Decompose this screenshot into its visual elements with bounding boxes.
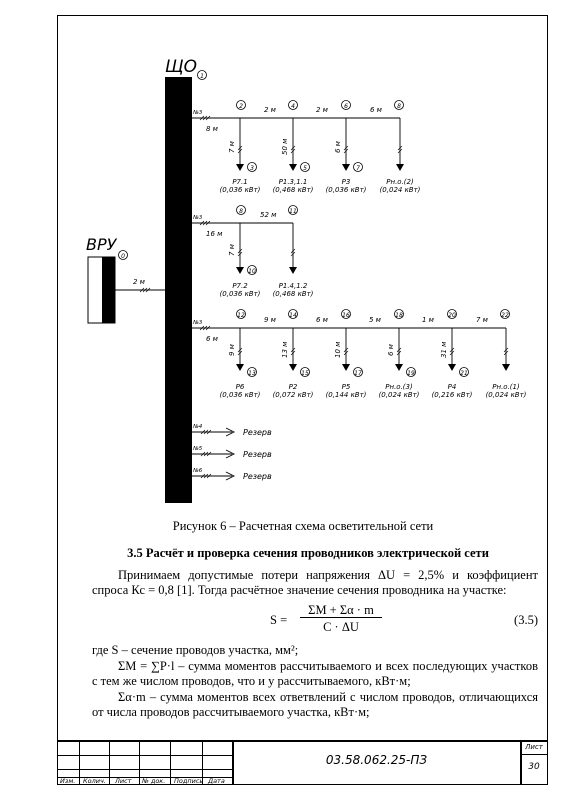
svg-text:17: 17	[354, 370, 362, 377]
feed-length: 2 м	[133, 278, 145, 286]
node-label: 1	[200, 73, 204, 80]
svg-text:6 м: 6 м	[370, 106, 382, 114]
document-code: 03.58.062.25-ПЗ	[325, 753, 428, 767]
paragraph-intro: Принимаем допустимые потери напряжения ΔU = 2,5% и коэффициент спроса Кс = 0,8 [1]. Тогда расчётное значение сечения проводника на участке:	[92, 568, 538, 597]
svg-text:16: 16	[342, 312, 350, 319]
svg-text:Р5: Р5	[341, 383, 351, 391]
svg-text:7 м: 7 м	[228, 141, 236, 153]
svg-text:(0,036 кВт): (0,036 кВт)	[219, 186, 261, 194]
svg-text:21: 21	[460, 370, 468, 377]
svg-text:№6: №6	[193, 468, 203, 474]
where-line-1: где S – сечение проводов участка, мм²;	[92, 643, 299, 657]
svg-text:10: 10	[248, 268, 256, 275]
svg-text:2 м: 2 м	[316, 106, 328, 114]
svg-text:8 м: 8 м	[206, 125, 218, 133]
svg-text:7 м: 7 м	[476, 316, 488, 324]
svg-text:9 м: 9 м	[264, 316, 276, 324]
svg-text:(0,036 кВт): (0,036 кВт)	[325, 186, 367, 194]
svg-text:№4: №4	[193, 424, 203, 430]
svg-text:3: 3	[250, 165, 254, 172]
svg-text:Р6: Р6	[235, 383, 245, 391]
svg-text:№5: №5	[193, 446, 203, 452]
stamp-col-izm: Изм.	[60, 777, 76, 785]
stamp-col-sign: Подпись	[174, 777, 204, 785]
svg-text:5 м: 5 м	[369, 316, 381, 324]
svg-text:15: 15	[301, 370, 309, 377]
svg-text:14: 14	[289, 312, 297, 319]
formula-denominator: C · ΔU	[323, 620, 359, 634]
svg-text:22: 22	[501, 312, 509, 319]
svg-text:№3: №3	[193, 110, 203, 116]
svg-text:31 м: 31 м	[440, 341, 448, 358]
formula-lhs: S =	[270, 613, 288, 627]
svg-text:6 м: 6 м	[206, 335, 218, 343]
svg-text:13 м: 13 м	[281, 341, 289, 358]
panel-label: ЩО	[165, 57, 197, 77]
svg-text:7 м: 7 м	[228, 244, 236, 256]
vru-bar	[102, 257, 115, 323]
formula-number: (3.5)	[514, 613, 538, 627]
svg-text:12: 12	[237, 312, 245, 319]
svg-text:№3: №3	[193, 320, 203, 326]
svg-text:(0,036 кВт): (0,036 кВт)	[219, 391, 261, 399]
svg-text:18: 18	[395, 312, 403, 319]
svg-text:19: 19	[407, 370, 415, 377]
svg-text:5: 5	[303, 165, 307, 172]
formula-numerator: ΣM + Σα · m	[300, 603, 382, 618]
svg-text:50 м: 50 м	[281, 138, 289, 155]
svg-text:10 м: 10 м	[334, 341, 342, 358]
svg-text:(0,024 кВт): (0,024 кВт)	[378, 391, 420, 399]
svg-text:(0,072 кВт): (0,072 кВт)	[272, 391, 314, 399]
group-1	[192, 101, 421, 195]
group-3	[192, 310, 527, 400]
svg-text:Рн.о.(3): Рн.о.(3)	[385, 383, 413, 391]
svg-text:Р3: Р3	[341, 178, 351, 186]
where-line-3: Σα·m – сумма моментов всех ответвлений с числом проводов, отличающихся от числа проводов рассчитываемого участка, кВт·м;	[92, 690, 538, 719]
svg-text:(0,036 кВт): (0,036 кВт)	[219, 290, 261, 298]
panel-busbar	[165, 77, 192, 503]
svg-text:Р7.2: Р7.2	[232, 282, 248, 290]
svg-text:Рн.о.(2): Рн.о.(2)	[386, 178, 414, 186]
section-heading: 3.5 Расчёт и проверка сечения проводников электрической сети	[127, 546, 489, 560]
group-2	[192, 206, 314, 299]
svg-text:6 м: 6 м	[387, 344, 395, 356]
svg-text:6: 6	[344, 103, 348, 110]
svg-text:Р2: Р2	[288, 383, 298, 391]
svg-text:6 м: 6 м	[334, 141, 342, 153]
stamp-col-doc: № док.	[142, 777, 166, 785]
formula	[270, 603, 546, 637]
svg-text:(0,024 кВт): (0,024 кВт)	[485, 391, 527, 399]
svg-text:4: 4	[291, 103, 295, 110]
svg-text:7: 7	[356, 165, 360, 172]
title-block	[57, 740, 548, 785]
svg-text:20: 20	[448, 312, 456, 319]
svg-text:(0,216 кВт): (0,216 кВт)	[431, 391, 473, 399]
reserve-lines	[192, 424, 272, 481]
svg-text:Резерв: Резерв	[243, 428, 272, 437]
sheet-label: Лист	[525, 743, 543, 751]
svg-text:1 м: 1 м	[422, 316, 434, 324]
where-line-2: ΣM = ∑P·l – сумма моментов рассчитываемого и всех последующих участков с тем же числом проводов, что и у рассчитываемого, кВт·м;	[92, 659, 538, 688]
formula-fraction	[300, 603, 382, 634]
svg-text:Рн.о.(1): Рн.о.(1)	[492, 383, 520, 391]
svg-text:Резерв: Резерв	[243, 450, 272, 459]
svg-text:52 м: 52 м	[260, 211, 277, 219]
stamp-col-list: Лист	[115, 777, 132, 785]
figure-caption: Рисунок 6 – Расчетная схема осветительной сети	[172, 519, 434, 533]
svg-text:11: 11	[289, 208, 297, 215]
svg-text:2 м: 2 м	[264, 106, 276, 114]
svg-text:(0,024 кВт): (0,024 кВт)	[379, 186, 421, 194]
svg-text:Р1.4,1.2: Р1.4,1.2	[278, 282, 308, 290]
vru-label: ВРУ	[86, 235, 117, 254]
stamp-col-kolich: Колич.	[83, 777, 106, 785]
stamp-col-date: Дата	[208, 777, 225, 785]
node-label: 0	[121, 253, 125, 260]
svg-text:8: 8	[239, 208, 243, 215]
svg-text:(0,468 кВт): (0,468 кВт)	[272, 290, 314, 298]
svg-text:2: 2	[239, 103, 243, 110]
svg-text:(0,144 кВт): (0,144 кВт)	[325, 391, 367, 399]
svg-text:8: 8	[397, 103, 401, 110]
sheet-number: 30	[528, 762, 540, 772]
svg-text:13: 13	[248, 370, 256, 377]
svg-text:16 м: 16 м	[206, 230, 223, 238]
svg-text:Резерв: Резерв	[243, 472, 272, 481]
svg-text:Р1.3,1.1: Р1.3,1.1	[278, 178, 308, 186]
svg-text:6 м: 6 м	[316, 316, 328, 324]
svg-text:№3: №3	[193, 215, 203, 221]
svg-text:Р4: Р4	[447, 383, 457, 391]
svg-text:(0,468 кВт): (0,468 кВт)	[272, 186, 314, 194]
svg-text:Р7.1: Р7.1	[232, 178, 248, 186]
svg-text:9 м: 9 м	[228, 344, 236, 356]
